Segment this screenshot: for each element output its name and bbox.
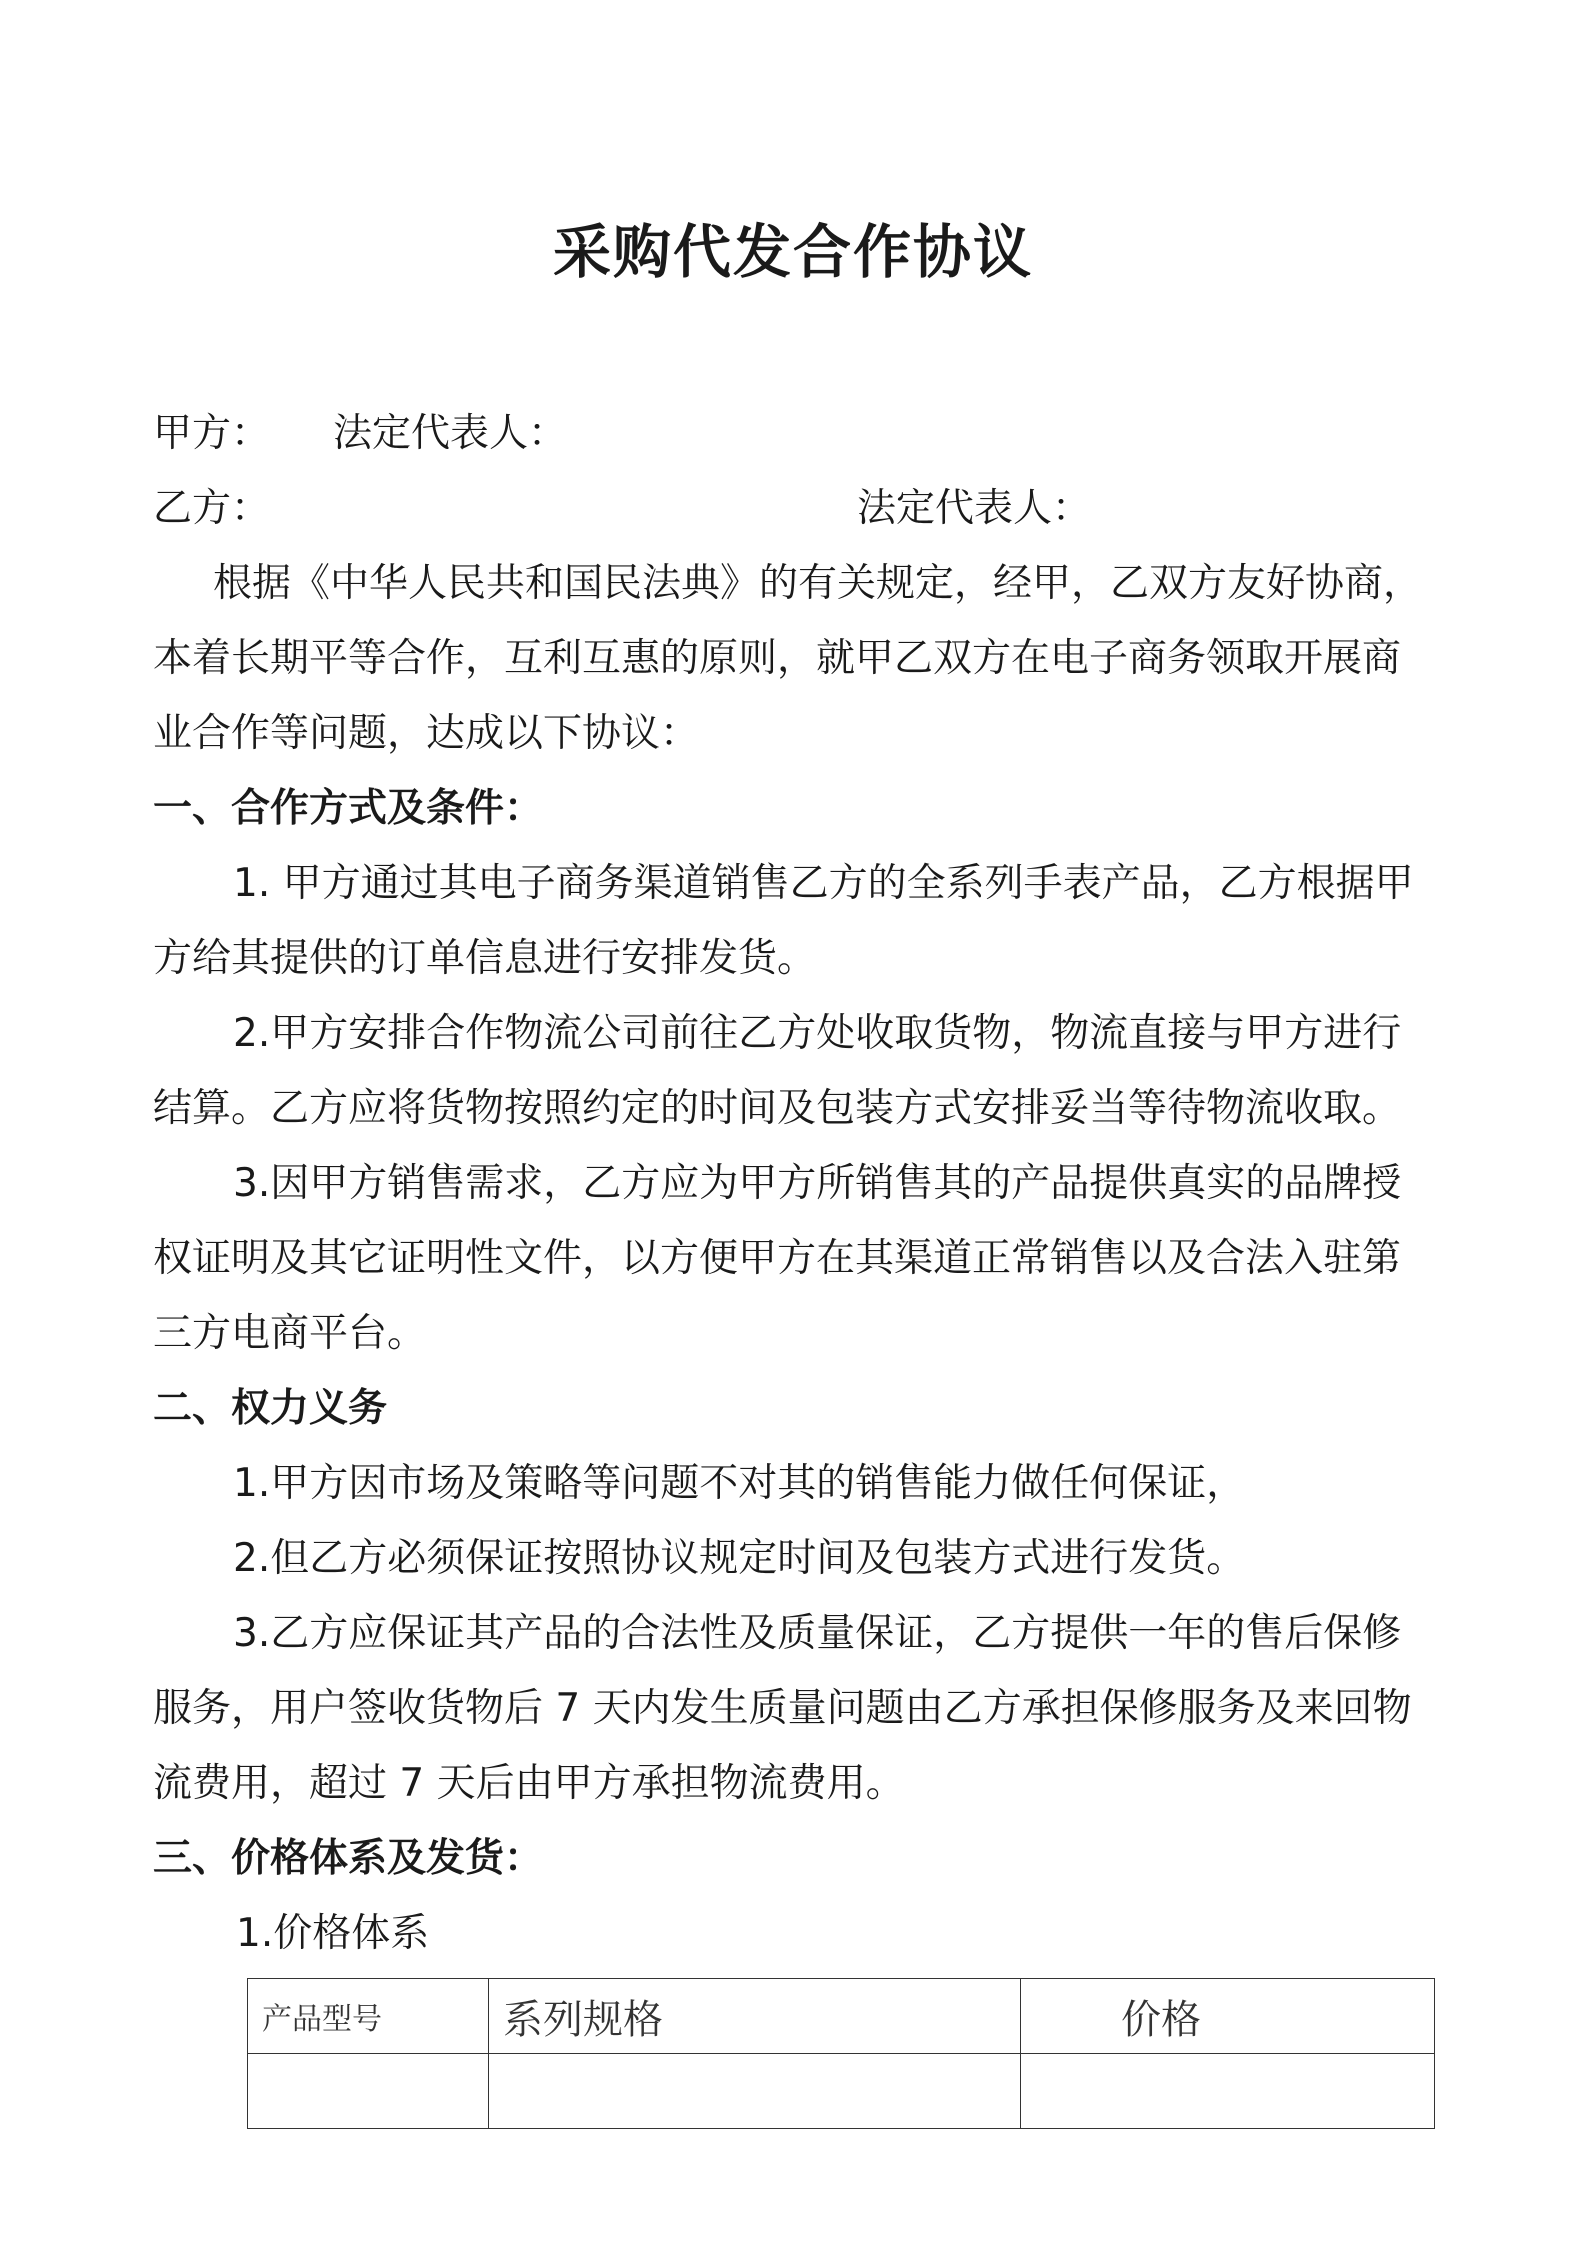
clause-line: 服务，用户签收货物后 7 天内发生质量问题由乙方承担保修服务及来回物 xyxy=(153,1686,1412,1731)
section-heading: 三、价格体系及发货： xyxy=(153,1836,544,1881)
clause-line: 方给其提供的订单信息进行安排发货。 xyxy=(153,936,817,981)
section-heading: 二、权力义务 xyxy=(153,1386,388,1431)
clause-line: 1.甲方因市场及策略等问题不对其的销售能力做任何保证， xyxy=(233,1461,1246,1506)
table-cell xyxy=(1021,2054,1435,2129)
intro-line: 根据《中华人民共和国民法典》的有关规定，经甲，乙双方友好协商， xyxy=(213,561,1423,606)
clause-line: 1. 甲方通过其电子商务渠道销售乙方的全系列手表产品，乙方根据甲 xyxy=(233,861,1414,906)
table-header-cell: 产品型号 xyxy=(248,1979,489,2054)
clause-line: 结算。乙方应将货物按照约定的时间及包装方式安排妥当等待物流收取。 xyxy=(153,1086,1402,1131)
party-a-rep-label: 法定代表人： xyxy=(333,411,568,456)
clause-line: 三方电商平台。 xyxy=(153,1311,427,1356)
clause-line: 3.因甲方销售需求，乙方应为甲方所销售其的产品提供真实的品牌授 xyxy=(233,1161,1402,1206)
section-heading: 一、合作方式及条件： xyxy=(153,786,544,831)
table-header-cell: 系列规格 xyxy=(489,1979,1021,2054)
intro-line: 本着长期平等合作，互利互惠的原则，就甲乙双方在电子商务领取开展商 xyxy=(153,636,1402,681)
table-cell xyxy=(489,2054,1021,2129)
intro-line: 业合作等问题，达成以下协议： xyxy=(153,711,700,756)
table-row xyxy=(248,2054,1435,2129)
clause-line: 3.乙方应保证其产品的合法性及质量保证，乙方提供一年的售后保修 xyxy=(233,1611,1402,1656)
clause-line: 2.甲方安排合作物流公司前往乙方处收取货物，物流直接与甲方进行 xyxy=(233,1011,1402,1056)
table-header-cell: 价格 xyxy=(1021,1979,1435,2054)
table-cell xyxy=(248,2054,489,2129)
table-header-row xyxy=(248,1979,1435,2054)
clause-line: 2.但乙方必须保证按照协议规定时间及包装方式进行发货。 xyxy=(233,1536,1246,1581)
clause-line: 流费用，超过 7 天后由甲方承担物流费用。 xyxy=(153,1761,905,1806)
party-b-rep-label: 法定代表人： xyxy=(857,486,1092,531)
clause-line: 权证明及其它证明性文件，以方便甲方在其渠道正常销售以及合法入驻第 xyxy=(153,1236,1402,1281)
document-title: 采购代发合作协议 xyxy=(552,218,1033,286)
price-table xyxy=(247,1978,1435,2129)
party-a-label: 甲方： xyxy=(153,411,271,456)
party-b-label: 乙方： xyxy=(153,486,271,531)
sub-heading: 1.价格体系 xyxy=(236,1911,430,1956)
